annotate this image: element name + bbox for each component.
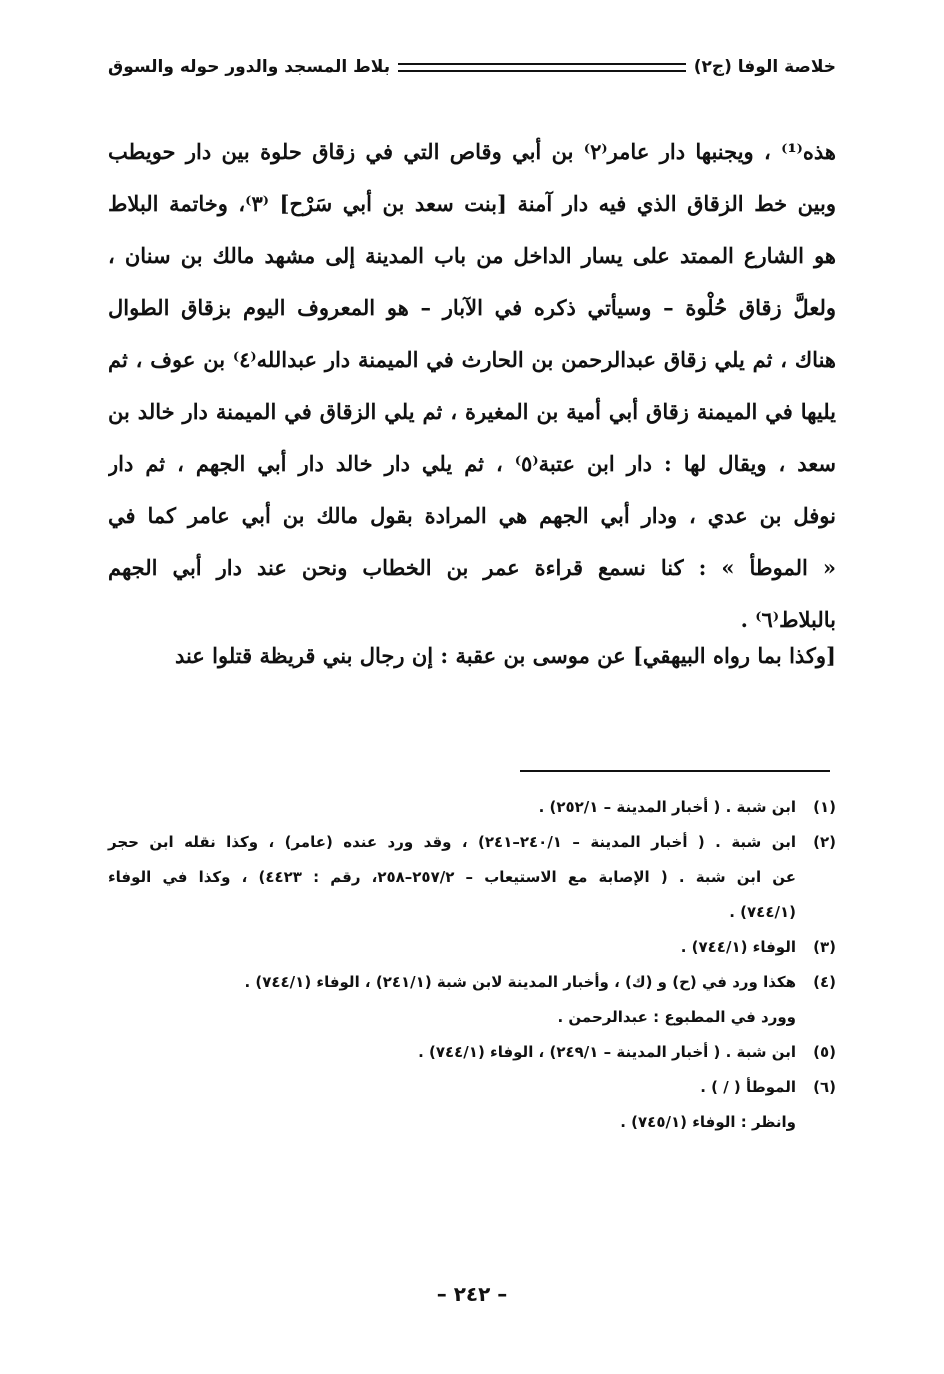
page-number: – ٢٤٢ – — [436, 1282, 508, 1306]
footnote-continuation — [108, 895, 836, 930]
footnote-number: (٢) — [813, 833, 836, 851]
running-header — [108, 52, 836, 82]
text-line: هناك ، ثم يلي زقاق عبدالرحمن بن الحارث في الميمنة دار عبدالله⁽٤⁾ بن عوف ، ثم — [108, 347, 836, 372]
footnote-text: هكذا ورد في (ح) و (ك) ، وأخبار المدينة لابن شبة (٢٤١/١) ، الوفاء (٧٤٤/١) . — [244, 973, 796, 991]
text-line: ولعلَّ زقاق حُلْوة – وسيأتي ذكره في الآبار – هو المعروف اليوم بزقاق الطوال — [108, 295, 836, 320]
footnote — [108, 965, 836, 1000]
footnote-text: وورد في المطبوع : عبدالرحمن . — [557, 1008, 796, 1026]
footnote-number: (٦) — [813, 1078, 836, 1096]
footnote-text: (٧٤٤/١) . — [729, 903, 796, 921]
footnote-continuation — [108, 1000, 836, 1035]
main-text — [108, 126, 836, 646]
text-line: وبين خط الزقاق الذي فيه دار آمنة [بنت سعد بن أبي سَرْح] ⁽٣⁾، وخاتمة البلاط — [108, 191, 836, 216]
footnote — [108, 1035, 836, 1070]
footnote-continuation — [108, 860, 836, 895]
footnote-number: (٣) — [813, 938, 836, 956]
footnote-text: الوفاء (٧٤٤/١) . — [680, 938, 796, 956]
footnote-separator — [520, 770, 830, 772]
footnote-text: عن ابن شبة . ( الإصابة مع الاستيعاب – ٢٥٧/٢–٢٥٨، رقم : ٤٤٢٣) ، وكذا في الوفاء — [108, 868, 796, 886]
text-line: هو الشارع الممتد على يسار الداخل من باب المدينة إلى مشهد مالك بن سنان ، — [108, 243, 836, 268]
text-line: بالبلاط⁽٦⁾ . — [740, 607, 836, 632]
paragraph-two: [وكذا بما رواه البيهقي] عن موسى بن عقبة : إن رجال بني قريظة قتلوا عند — [174, 643, 836, 668]
footnote-continuation — [108, 1105, 836, 1140]
text-line: هذه⁽¹⁾ ، ويجنبها دار عامر⁽٢⁾ بن أبي وقاص التي في زقاق حلوة بين دار حويطب — [108, 139, 836, 164]
text-line: نوفل بن عدي ، ودار أبي الجهم هي المرادة بقول مالك بن أبي عامر كما في — [108, 503, 836, 528]
text-line: سعد ، ويقال لها : دار ابن عتبة⁽٥⁾ ، ثم يلي دار خالد دار أبي الجهم ، ثم دار — [108, 451, 836, 476]
text-line: « الموطأ » : كنا نسمع قراءة عمر بن الخطاب ونحن عند دار أبي الجهم — [108, 555, 836, 580]
footnote — [108, 790, 836, 825]
footnote-text: الموطأ ( / ) . — [700, 1078, 796, 1096]
text-line: يليها في الميمنة زقاق أبي أمية بن المغيرة ، ثم يلي الزقاق في الميمنة دار خالد بن — [108, 399, 836, 424]
footnote-text: وانظر : الوفاء (٧٤٥/١) . — [620, 1113, 796, 1131]
footnote-text: ابن شبة . ( أخبار المدينة – ٢٤٩/١) ، الوفاء (٧٤٤/١) . — [418, 1043, 796, 1061]
footnote-text: ابن شبة . ( أخبار المدينة – ٢٥٢/١) . — [538, 798, 796, 816]
footnote-number: (١) — [813, 798, 836, 816]
footnote — [108, 1070, 836, 1105]
footnote-text: ابن شبة . ( أخبار المدينة – ٢٤٠/١–٢٤١) ، وقد ورد عنده (عامر) ، وكذا نقله ابن حجر — [108, 833, 796, 851]
header-rule — [398, 63, 686, 72]
footnote — [108, 825, 836, 860]
footnote-number: (٥) — [813, 1043, 836, 1061]
header-section-title: بلاط المسجد والدور حوله والسوق — [108, 57, 391, 77]
footnote — [108, 930, 836, 965]
header-book-title: خلاصة الوفا (ج٢) — [693, 57, 836, 77]
footnotes — [108, 790, 836, 1140]
footnote-number: (٤) — [813, 973, 836, 991]
